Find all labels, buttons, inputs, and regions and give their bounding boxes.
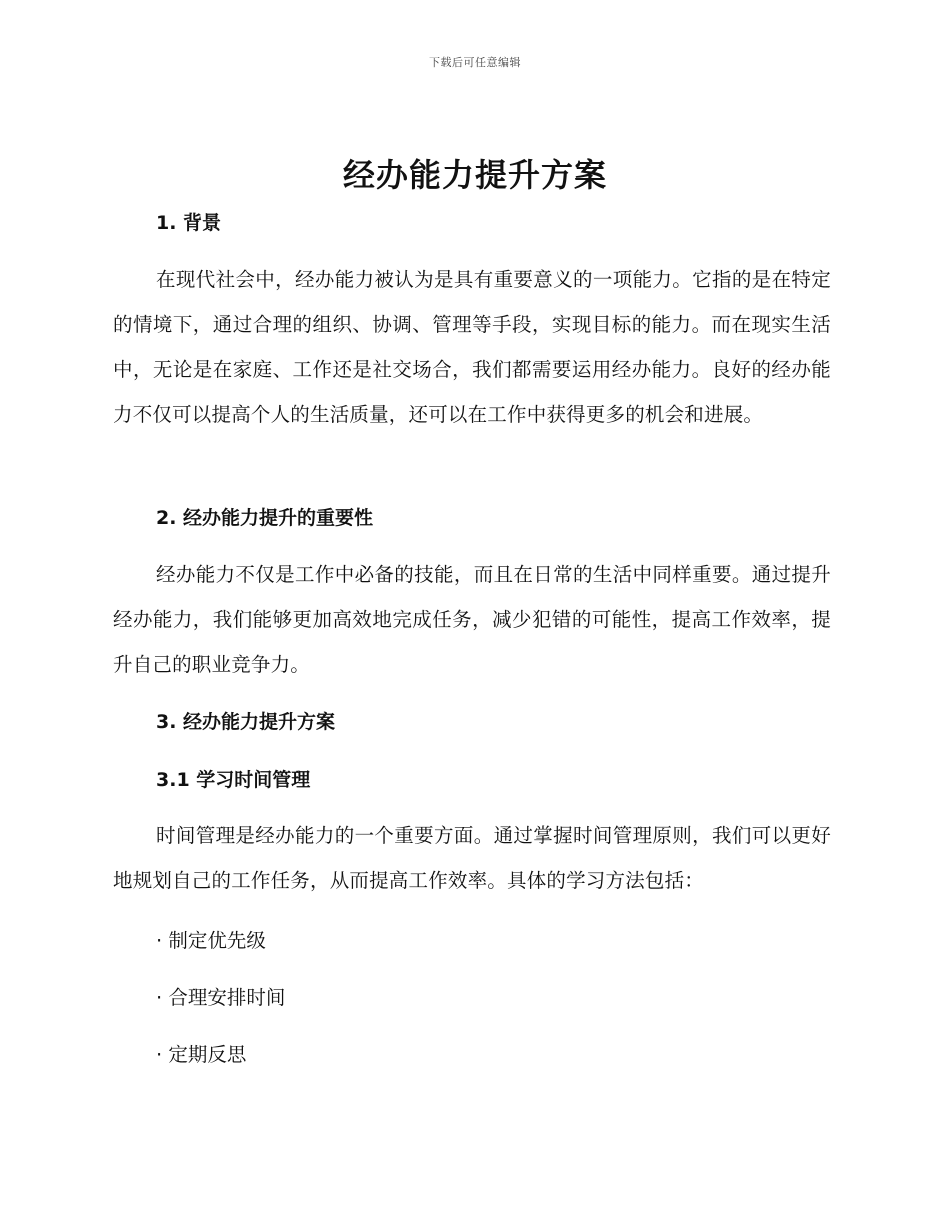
section-paragraph-importance: 经办能力不仅是工作中必备的技能，而且在日常的生活中同样重要。通过提升经办能力，我们能够更加高效地完成任务，减少犯错的可能性，提高工作效率，提升自己的职业竞争力。 bbox=[113, 563, 831, 676]
bullet-item: · 定期反思 bbox=[156, 1043, 247, 1066]
bullet-item: · 制定优先级 bbox=[156, 929, 266, 952]
bullet-item: · 合理安排时间 bbox=[156, 986, 286, 1009]
document-title: 经办能力提升方案 bbox=[342, 156, 607, 194]
section-paragraph-background: 在现代社会中，经办能力被认为是具有重要意义的一项能力。它指的是在特定的情境下，通过合理的组织、协调、管理等手段，实现目标的能力。而在现实生活中，无论是在家庭、工作还是社交场合，我们都需要运用经办能力。良好的经办能力不仅可以提高个人的生活质量，还可以在工作中获得更多的机会和进展。 bbox=[113, 268, 831, 426]
subsection-paragraph-time-management: 时间管理是经办能力的一个重要方面。通过掌握时间管理原则，我们可以更好地规划自己的工作任务，从而提高工作效率。具体的学习方法包括： bbox=[113, 824, 831, 892]
subsection-heading-time-management: 3.1 学习时间管理 bbox=[156, 769, 311, 791]
section-heading-background: 1. 背景 bbox=[156, 212, 222, 234]
section-heading-importance: 2. 经办能力提升的重要性 bbox=[156, 507, 374, 529]
header-note: 下载后可任意编辑 bbox=[429, 56, 521, 69]
section-heading-plan: 3. 经办能力提升方案 bbox=[156, 711, 336, 733]
